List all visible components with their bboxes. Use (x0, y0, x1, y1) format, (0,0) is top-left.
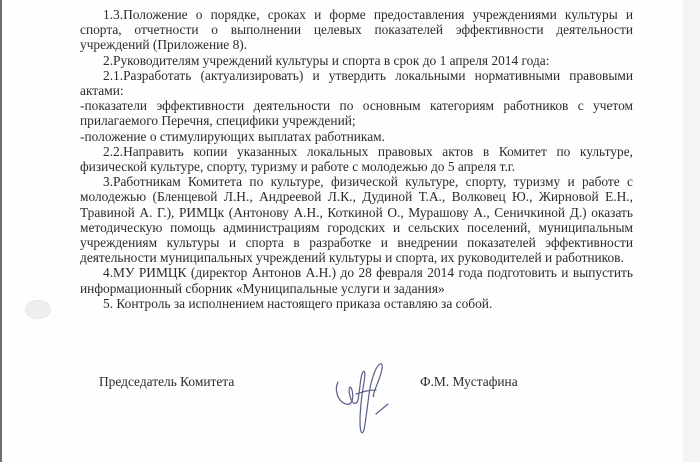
paragraph-3: 3.Работникам Комитета по культуре, физической культуре, спорту, туризму и работе с молодежью (Бленцевой Л.Н., Андреевой Л.К., Дудиной Т.А., Волковец Ю., Жирновой Е.Н., Травиной А. Г.), РИМЦк (Антонову А.Н., Коткиной О., Мурашову А., Сеничкиной Д.) оказать методическую помощь администрациям городских и сельских поселений, муниципальным учреждениям культуры и спорта в разработке и внедрении показателей эффективности деятельности муниципальных учреждений культуры и спорта, их руководителей и работников. (80, 174, 633, 266)
paragraph-2-1-item-a: -показатели эффективности деятельности по основным категориям работников с учетом прилагаемого Перечня, специфики учреждений; (80, 98, 633, 129)
punch-hole-mark (25, 300, 51, 319)
signatory-name: Ф.М. Мустафина (420, 374, 518, 389)
paragraph-2-2: 2.2.Направить копии указанных локальных правовых актов в Комитет по культуре, физической культуре, спорту, туризму и работе с молодежью до 5 апреля т.г. (80, 143, 633, 175)
scan-left-edge (0, 0, 2, 462)
signatory-title: Председатель Комитета (99, 374, 235, 389)
paragraph-2: 2.Руководителям учреждений культуры и спорта в срок до 1 апреля 2014 года: (103, 52, 550, 68)
scan-right-margin-band (683, 0, 700, 462)
paragraph-4: 4.МУ РИМЦК (директор Антонов А.Н.) до 28 февраля 2014 года подготовить и выпустить информационный сборник «Муниципальные услуги и задания» (80, 265, 633, 296)
paragraph-2-1-item-b: -положение о стимулирующих выплатах работникам. (80, 128, 385, 144)
paragraph-2-1: 2.1.Разработать (актуализировать) и утвердить локальными нормативными правовыми актами: (80, 67, 633, 99)
paragraph-1-3: 1.3.Положение о порядке, сроках и форме предоставления учреждениями культуры и спорта, отчетности о выполнении целевых показателей эффективности деятельности учреждений (Приложение 8). (80, 7, 633, 53)
paragraph-5: 5. Контроль за исполнением настоящего приказа оставляю за собой. (103, 295, 493, 311)
handwritten-signature-icon (330, 360, 400, 440)
document-body (80, 7, 633, 311)
